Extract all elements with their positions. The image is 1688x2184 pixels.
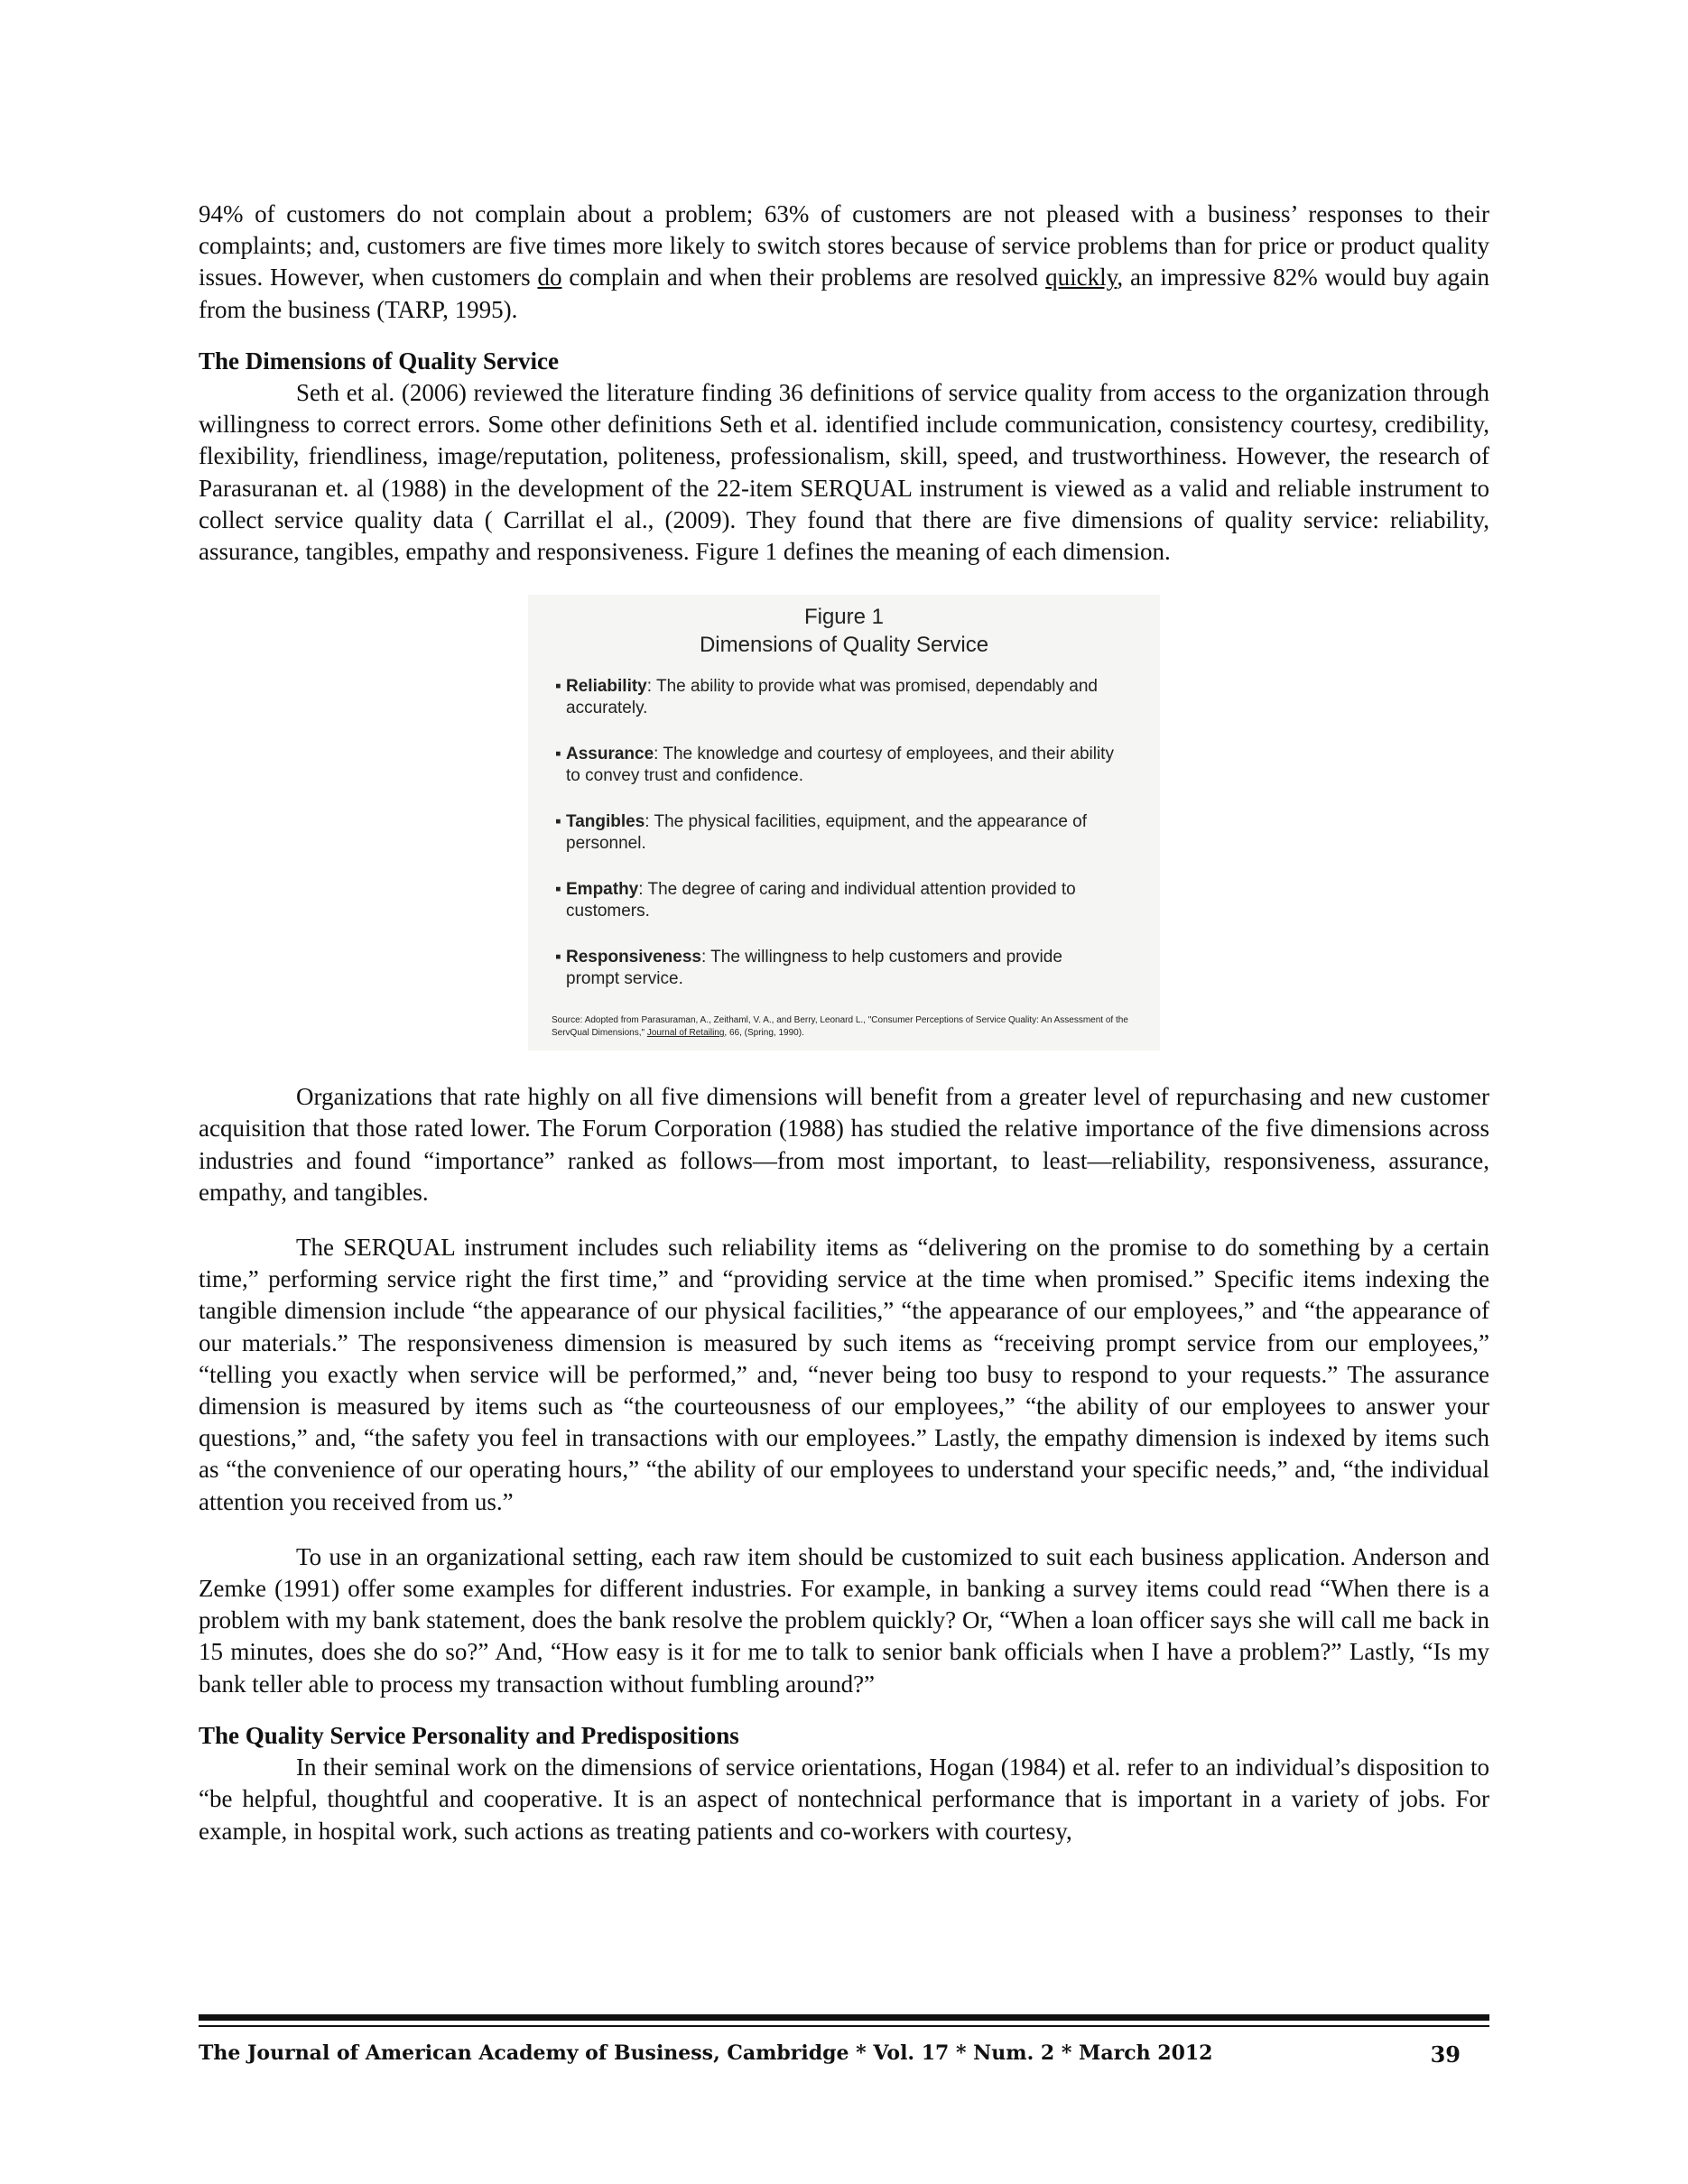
underlined-quickly: quickly (1045, 264, 1118, 292)
bullet-icon: ▪ (555, 880, 561, 900)
bullet-icon: ▪ (555, 745, 561, 764)
bullet-icon: ▪ (555, 948, 561, 967)
journal-citation: The Journal of American Academy of Business, Cambridge * Vol. 17 * Num. 2 * March 2012 (199, 2041, 1213, 2065)
source-journal: Journal of Retailing (646, 1028, 725, 1039)
dimension-item-reliability: ▪ Reliability: The ability to provide what was promised, dependably and accurately. (555, 677, 1098, 718)
paragraph-dimensions: Seth et al. (2006) reviewed the literature finding 36 definitions of service quality from access to the organization through willingness to correct errors. Some other definitions Seth et al. identified include communication, consistency courtesy, credibility, flexibility, friendliness, image/reputation, politeness, professionalism, skill, speed, and trustworthiness. However, the research of Parasuranan et. al (1988) in the development of the 22-item SERQUAL instrument is viewed as a valid and reliable instrument to collect service quality data ( Carrillat el al., (2009). They found that there are five dimensions of quality service: reliability, assurance, tangibles, empathy and responsiveness. Figure 1 defines the meaning of each dimension. (199, 379, 1489, 566)
paragraph-organizational-setting: To use in an organizational setting, each raw item should be customized to suit each business application. Anderson and Zemke (1991) offer some examples for different industries. For example, in banking a survey items could read “When there is a problem with my bank statement, does the bank resolve the problem quickly? Or, “When a loan officer says she will call me back in 15 minutes, does she do so?” And, “How easy is it for me to talk to senior bank officials when I have a problem?” Lastly, “Is my bank teller able to process my transaction without fumbling around?” (199, 1542, 1489, 1698)
underlined-do: do (537, 264, 562, 292)
footer-rule (199, 2014, 1489, 2027)
bullet-icon: ▪ (555, 677, 561, 697)
figure-source: Source: Adopted from Parasuraman, A., Zeithaml, V. A., and Berry, Leonard L., "Consumer Perceptions of Service Quality: An Assessment of the ServQual Dimensions," Journal of Retailing, 66, (Spring, 1990). (552, 1015, 1128, 1039)
dimension-item-assurance: ▪ Assurance: The knowledge and courtesy of employees, and their ability to convey trust and confidence. (555, 745, 1114, 786)
section-heading-personality: The Quality Service Personality and Predispositions (199, 1721, 739, 1749)
paragraph-personality: In their seminal work on the dimensions of service orientations, Hogan (1984) et al. refer to an individual’s disposition to “be helpful, thoughtful and cooperative. It is an aspect of nontechnical performance that is important in a variety of jobs. For example, in hospital work, such actions as treating patients and co-workers with courtesy, (199, 1754, 1489, 1845)
figure-title: Dimensions of Quality Service (699, 633, 989, 658)
dimension-item-responsiveness: ▪ Responsiveness: The willingness to help customers and provide prompt service. (555, 948, 1062, 989)
page-number: 39 (1430, 2041, 1461, 2068)
figure-1 (528, 595, 1160, 1050)
bullet-icon: ▪ (555, 812, 561, 832)
article-body (199, 199, 1489, 1847)
dimension-item-empathy: ▪ Empathy: The degree of caring and individual attention provided to customers. (555, 880, 1076, 921)
paragraph-statistics: 94% of customers do not complain about a problem; 63% of customers are not pleased with a business’ responses to their complaints; and, customers are five times more likely to switch stores because of service problems than for price or product quality issues. However, when customers do complain and when their problems are resolved quickly, an impressive 82% would buy again from the business (TARP, 1995). (199, 200, 1489, 323)
paragraph-serqual-items: The SERQUAL instrument includes such reliability items as “delivering on the promise to do something by a certain time,” performing service right the first time,” and “providing service at the time when promised.” Specific items indexing the tangible dimension include “the appearance of our physical facilities,” “the appearance of our employees,” and “the appearance of our materials.” The responsiveness dimension is measured by such items as “receiving prompt service from our employees,” “telling you exactly when service will be performed,” and, “never being too busy to respond to your requests.” The assurance dimension is measured by items such as “the courteousness of our employees,” “the ability of our employees to answer your questions,” and, “the safety you feel in transactions with our employees.” Lastly, the empathy dimension is indexed by items such as “the convenience of our operating hours,” “the ability of our employees to understand your specific needs,” and, “the individual attention you received from us.” (199, 1234, 1489, 1515)
figure-label: Figure 1 (803, 605, 885, 630)
dimension-item-tangibles: ▪ Tangibles: The physical facilities, equipment, and the appearance of personnel. (555, 812, 1088, 854)
section-heading-dimensions: The Dimensions of Quality Service (199, 347, 559, 375)
paragraph-importance: Organizations that rate highly on all five dimensions will benefit from a greater level of repurchasing and new customer acquisition that those rated lower. The Forum Corporation (1988) has studied the relative importance of the five dimensions across industries and found “importance” ranked as follows—from most important, to least—reliability, responsiveness, assurance, empathy, and tangibles. (199, 1083, 1489, 1206)
